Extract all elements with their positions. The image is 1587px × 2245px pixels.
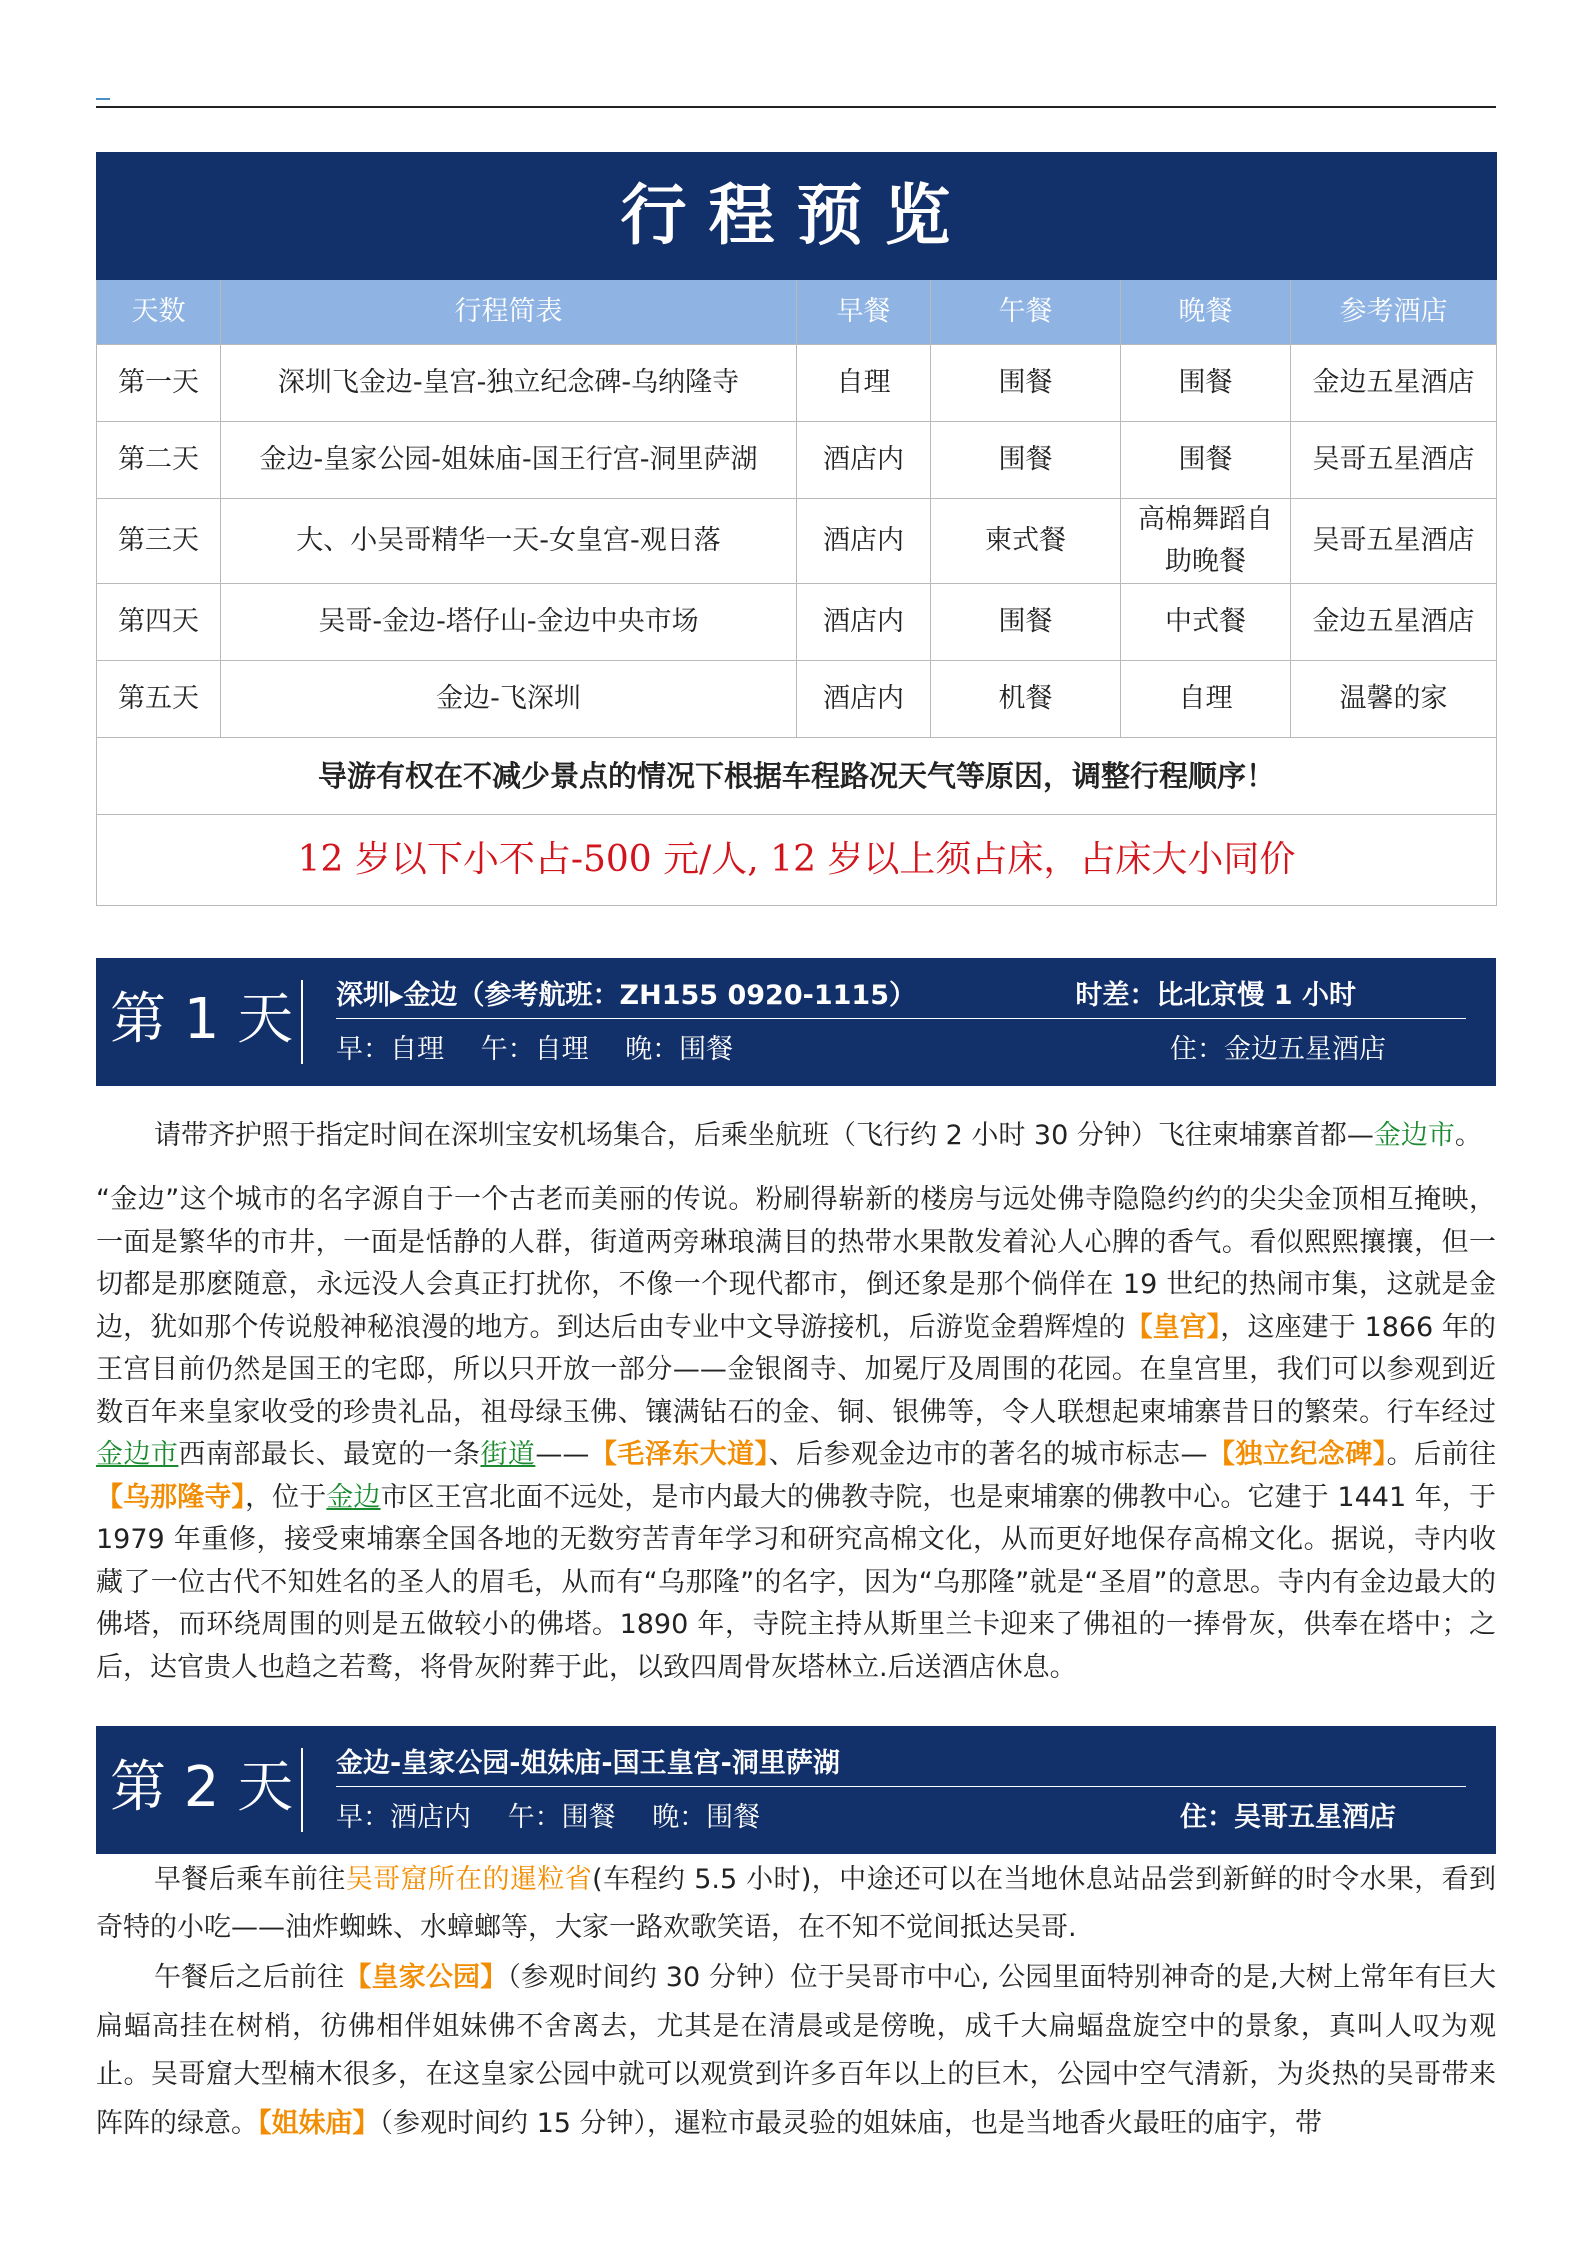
day1-paragraph-1: 请带齐护照于指定时间在深圳宝安机场集合，后乘坐航班（飞行约 2 小时 30 分钟）飞往柬埔寨首都—金边市。 xyxy=(154,1120,1482,1151)
day1-banner xyxy=(96,958,1496,1086)
day2-meal-row xyxy=(336,1796,1466,1840)
child-price-note: 12 岁以下小不占-500 元/人, 12 岁以上须占床，占床大小同价 xyxy=(97,815,1497,906)
day2-lunch: 午：围餐 xyxy=(507,1802,616,1833)
day2-label: 第 2 天 xyxy=(110,1755,294,1820)
table-row: 第五天 金边-飞深圳 酒店内 机餐 自理 温馨的家 xyxy=(97,661,1497,738)
header-route: 行程简表 xyxy=(221,280,797,345)
day1-time-diff: 时差：比北京慢 1 小时 xyxy=(1075,980,1356,1011)
banner-divider xyxy=(301,1748,303,1832)
table-row: 第四天 吴哥-金边-塔仔山-金边中央市场 酒店内 围餐 中式餐 金边五星酒店 xyxy=(97,584,1497,661)
table-row: 第一天 深圳飞金边-皇宫-独立纪念碑-乌纳隆寺 自理 围餐 围餐 金边五星酒店 xyxy=(97,345,1497,422)
day2-banner xyxy=(96,1726,1496,1854)
day2-paragraph-1: 早餐后乘车前往吴哥窟所在的暹粒省(车程约 5.5 小时)，中途还可以在当地休息站品尝到新鲜的时令水果，看到奇特的小吃——油炸蜘蛛、水蟑螂等，大家一路欢歌笑语，在不知不觉间抵达吴哥. xyxy=(96,1864,1497,1943)
day1-meal-row xyxy=(336,1028,1466,1072)
day1-route-row xyxy=(336,974,1466,1019)
table-header-row xyxy=(97,280,1497,345)
header-lunch: 午餐 xyxy=(931,280,1121,345)
day2-dinner: 晚：围餐 xyxy=(652,1802,761,1833)
day2-route: 金边-皇家公园-姐妹庙-国王皇宫-洞里萨湖 xyxy=(336,1748,840,1779)
header-mark xyxy=(96,78,110,100)
day1-dinner: 晚：围餐 xyxy=(625,1034,734,1065)
day1-lunch: 午：自理 xyxy=(480,1034,589,1065)
itinerary-notice: 导游有权在不减少景点的情况下根据车程路况天气等原因，调整行程顺序！ xyxy=(97,738,1497,815)
header-hotel: 参考酒店 xyxy=(1291,280,1497,345)
day1-route: 深圳▸金边（参考航班：ZH155 0920-1115） xyxy=(336,980,916,1011)
day1-label: 第 1 天 xyxy=(110,987,294,1052)
day1-hotel: 住：金边五星酒店 xyxy=(1170,1034,1386,1065)
day1-paragraph-2: “金边”这个城市的名字源自于一个古老而美丽的传说。粉刷得崭新的楼房与远处佛寺隐隐约约的尖尖金顶相互掩映，一面是繁华的市井，一面是恬静的人群，街道两旁琳琅满目的热带水果散发着沁人心脾的香气。看似熙熙攘攘，但一切都是那麽随意，永远没人会真正打扰你，不像一个现代都市，倒还象是那个倘佯在 19 世纪的热闹市集，这就是金边，犹如那个传说般神秘浪漫的地方。到达后由专业中文导游接机，后游览金碧辉煌的【皇宫】，这座建于 1866 年的王宫目前仍然是国王的宅邸，所以只开放一部分——金银阁寺、加冕厅及周围的花园。在皇宫里，我们可以参观到近数百年来皇家收受的珍贵礼品，祖母绿玉佛、镶满钻石的金、铜、银佛等，令人联想起柬埔寨昔日的繁荣。行车经过金边市西南部最长、最宽的一条街道——【毛泽东大道】、后参观金边市的著名的城市标志—【独立纪念碑】。后前往【乌那隆寺】，位于金边市区王宫北面不远处，是市内最大的佛教寺院，也是柬埔寨的佛教中心。它建于 1441 年，于 1979 年重修，接受柬埔寨全国各地的无数穷苦青年学习和研究高棉文化，从而更好地保存高棉文化。据说，寺内收藏了一位古代不知姓名的圣人的眉毛，从而有“乌那隆”的名字，因为“乌那隆”就是“圣眉”的意思。寺内有金边最大的佛塔，而环绕周围的则是五做较小的佛塔。1890 年，寺院主持从斯里兰卡迎来了佛祖的一捧骨灰，供奉在塔中；之后，达官贵人也趋之若鹜，将骨灰附葬于此，以致四周骨灰塔林立.后送酒店休息。 xyxy=(96,1184,1497,1683)
itinerary-overview-table xyxy=(96,152,1497,906)
table-row: 第三天 大、小吴哥精华一天-女皇宫-观日落 酒店内 柬式餐 高棉舞蹈自助晚餐 吴哥五星酒店 xyxy=(97,499,1497,584)
day2-hotel: 住：吴哥五星酒店 xyxy=(1180,1802,1396,1833)
header-breakfast: 早餐 xyxy=(797,280,931,345)
banner-divider xyxy=(301,980,303,1064)
day2-paragraph-2: 午餐后之后前往【皇家公园】（参观时间约 30 分钟）位于吴哥市中心, 公园里面特别神奇的是,大树上常年有巨大扁蝠高挂在树梢，彷佛相伴姐妹佛不舍离去，尤其是在清晨或是傍晚，成千大扁蝠盘旋空中的景象，真叫人叹为观止。吴哥窟大型楠木很多，在这皇家公园中就可以观赏到许多百年以上的巨木，公园中空气清新，为炎热的吴哥带来阵阵的绿意。【姐妹庙】（参观时间约 15 分钟），暹粒市最灵验的姐妹庙，也是当地香火最旺的庙宇，带 xyxy=(96,1962,1496,2139)
day2-breakfast: 早：酒店内 xyxy=(336,1802,471,1833)
overview-title: 行程预览 xyxy=(97,153,1497,280)
header-day: 天数 xyxy=(97,280,221,345)
table-row: 第二天 金边-皇家公园-姐妹庙-国王行宫-洞里萨湖 酒店内 围餐 围餐 吴哥五星酒店 xyxy=(97,422,1497,499)
header-rule xyxy=(96,106,1496,108)
header-dinner: 晚餐 xyxy=(1121,280,1291,345)
day1-breakfast: 早：自理 xyxy=(336,1034,444,1065)
day2-route-row xyxy=(336,1742,1466,1787)
